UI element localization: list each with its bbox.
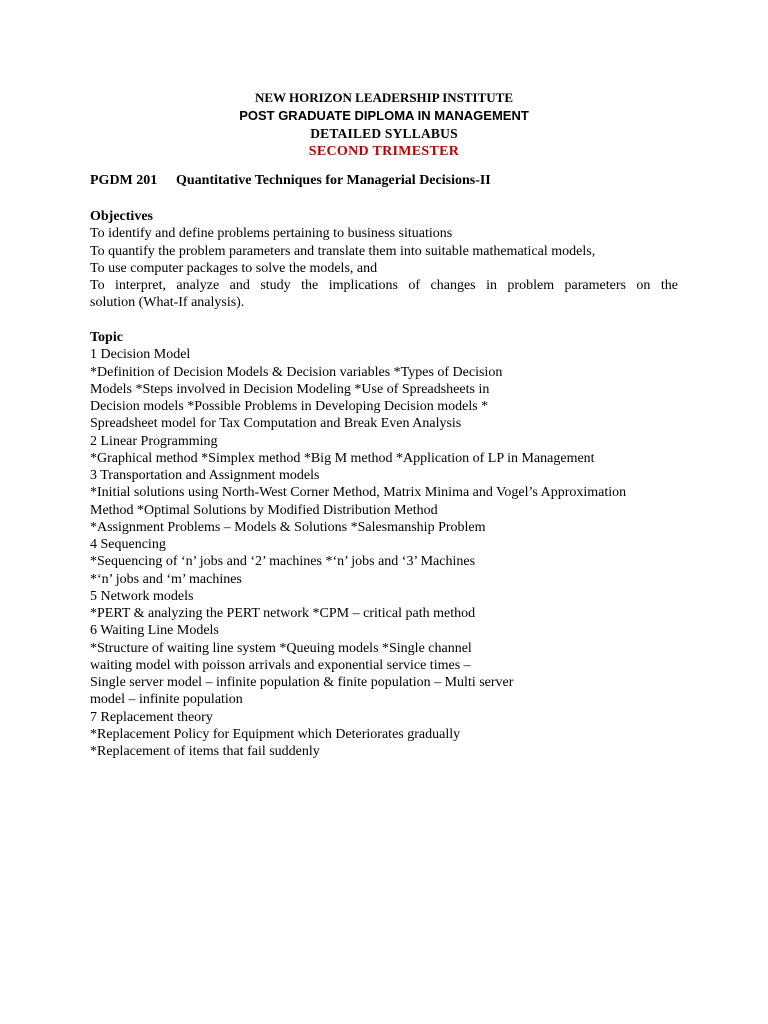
topic-unit-title: 2 Linear Programming	[90, 433, 218, 449]
course-heading	[90, 172, 491, 190]
objective-line: To interpret, analyze and study the implications of changes in problem parameters on the	[90, 278, 678, 294]
topic-line: *Sequencing of ‘n’ jobs and ‘2’ machines *‘n’ jobs and ‘3’ Machines	[90, 554, 476, 570]
topic-unit-title: 1 Decision Model	[90, 347, 191, 363]
topic-line: *Definition of Decision Models & Decision variables *Types of Decision	[90, 364, 503, 380]
trimester-title: SECOND TRIMESTER	[308, 144, 460, 159]
topic-line: *Assignment Problems – Models & Solutions *Salesmanship Problem	[90, 519, 486, 535]
objectives-heading: Objectives	[90, 209, 153, 224]
topic-line: *PERT & analyzing the PERT network *CPM – critical path method	[90, 606, 476, 621]
course-title: Quantitative Techniques for Managerial Decisions-II	[176, 173, 491, 188]
topic-section	[90, 329, 690, 760]
course-code: PGDM 201	[90, 173, 158, 188]
topic-line: Decision models *Possible Problems in Developing Decision models *	[90, 399, 489, 414]
objective-line: To quantify the problem parameters and translate them into suitable mathematical models,	[90, 243, 596, 259]
topic-unit-title: 5 Network models	[90, 588, 194, 604]
topic-unit-title: 4 Sequencing	[90, 537, 166, 552]
topic-unit-title: 6 Waiting Line Models	[90, 623, 219, 639]
topic-line: *Replacement of items that fail suddenly	[90, 744, 320, 759]
topic-line: *Graphical method *Simplex method *Big M method *Application of LP in Management	[90, 450, 595, 466]
topic-line: Single server model – infinite population & finite population – Multi server	[90, 675, 514, 690]
topic-heading: Topic	[90, 330, 123, 345]
document-title: DETAILED SYLLABUS	[310, 126, 458, 141]
topic-line: waiting model with poisson arrivals and exponential service times –	[90, 657, 471, 673]
program-name: POST GRADUATE DIPLOMA IN MANAGEMENT	[239, 108, 529, 123]
objectives-section	[90, 208, 678, 312]
institute-name: NEW HORIZON LEADERSHIP INSTITUTE	[254, 90, 514, 105]
objective-line: solution (What-If analysis).	[90, 295, 245, 311]
objective-line: To identify and define problems pertaining to business situations	[90, 226, 453, 242]
topic-line: *Initial solutions using North-West Corner Method, Matrix Minima and Vogel’s Approximation	[90, 485, 627, 501]
topic-line: Models *Steps involved in Decision Modeling *Use of Spreadsheets in	[90, 381, 490, 397]
topic-unit-title: 3 Transportation and Assignment models	[90, 468, 320, 483]
objective-line: To use computer packages to solve the models, and	[90, 260, 378, 276]
topic-line: Spreadsheet model for Tax Computation and Break Even Analysis	[90, 416, 462, 432]
topic-unit-title: 7 Replacement theory	[90, 709, 213, 725]
topic-line: *Structure of waiting line system *Queuing models *Single channel	[90, 640, 472, 656]
document-header	[0, 89, 768, 161]
topic-line: model – infinite population	[90, 692, 243, 708]
topic-line: Method *Optimal Solutions by Modified Distribution Method	[90, 502, 438, 518]
topic-line: *‘n’ jobs and ‘m’ machines	[90, 571, 242, 587]
topic-line: *Replacement Policy for Equipment which Deteriorates gradually	[90, 726, 461, 742]
